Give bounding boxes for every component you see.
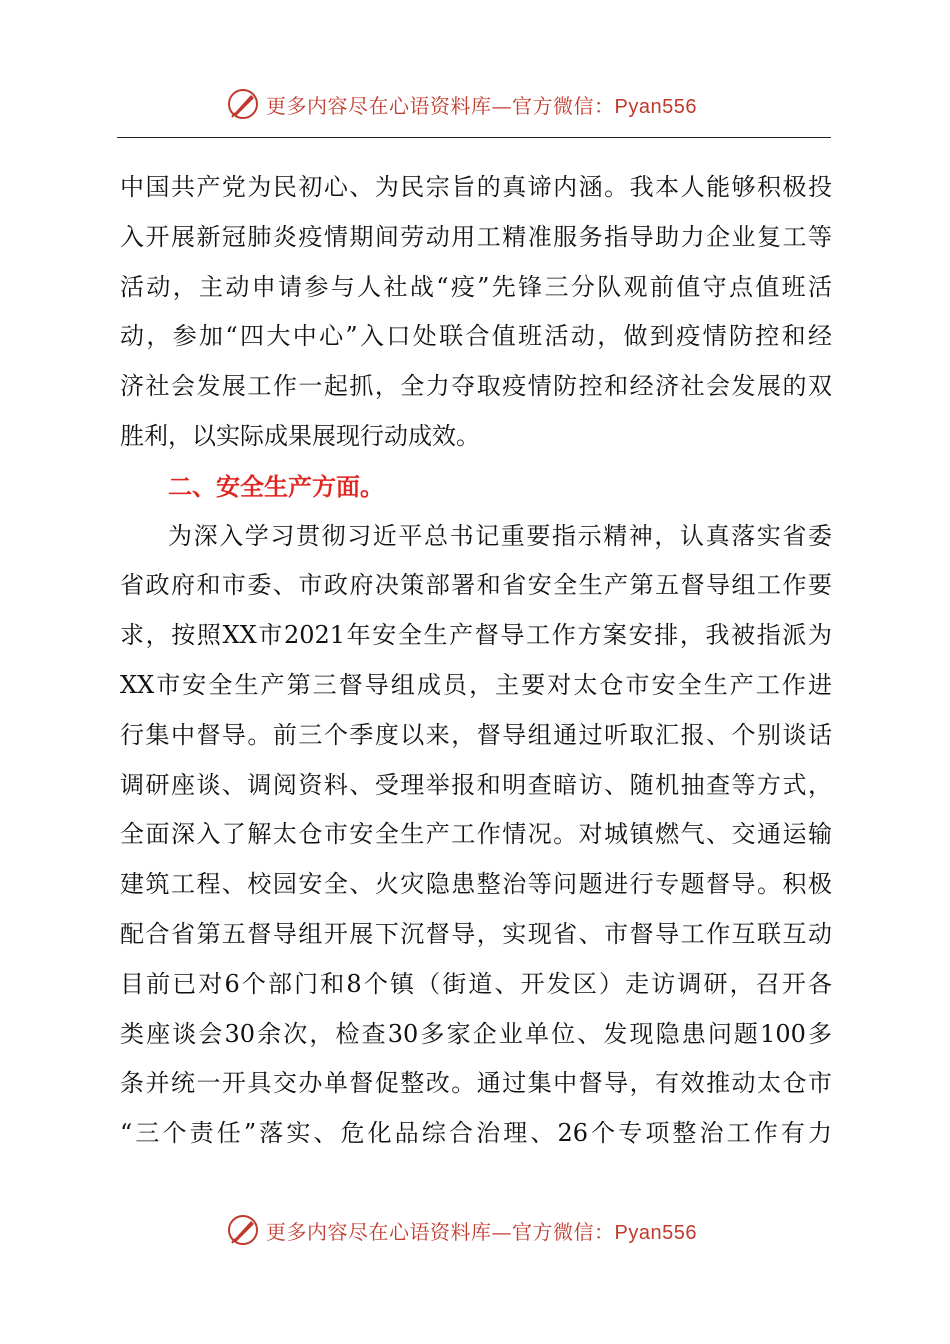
footer-banner (226, 1210, 697, 1250)
text-line: 调研座谈、调阅资料、受理举报和明查暗访、随机抽查等方式， (120, 770, 832, 799)
text-line: 省政府和市委、市政府决策部署和省安全生产第五督导组工作要 (120, 571, 832, 600)
text-line: 行集中督导。前三个季度以来，督导组通过听取汇报、个别谈话 (120, 720, 832, 749)
text-line: 入开展新冠肺炎疫情期间劳动用工精准服务指导助力企业复工等 (120, 222, 832, 251)
quill-logo-icon (226, 1213, 260, 1247)
section-heading: 二、安全生产方面。 (168, 471, 384, 501)
text-line: XX市安全生产第三督导组成员，主要对太仓市安全生产工作进 (120, 670, 832, 699)
text-line: “三个责任”落实、危化品综合治理、26个专项整治工作有力 (120, 1119, 832, 1148)
wechat-id: Pyan556 (614, 1221, 697, 1244)
banner-text: 更多内容尽在心语资料库—官方微信：Pyan556 (266, 1219, 697, 1244)
document-body (120, 163, 832, 1159)
text-line: 类座谈会30余次，检查30多家企业单位、发现隐患问题100多 (120, 1019, 832, 1048)
text-line: 济社会发展工作一起抓，全力夺取疫情防控和经济社会发展的双 (120, 372, 832, 401)
text-line: 求，按照XX市2021年安全生产督导工作方案安排，我被指派为 (120, 621, 832, 650)
header-banner (226, 84, 697, 124)
header-rule (117, 137, 831, 138)
quill-logo-icon (226, 87, 260, 121)
text-line: 配合省第五督导组开展下沉督导，实现省、市督导工作互联互动 (120, 919, 832, 948)
text-line: 全面深入了解太仓市安全生产工作情况。对城镇燃气、交通运输 (120, 820, 832, 849)
text-line: 建筑工程、校园安全、火灾隐患整治等问题进行专题督导。积极 (120, 870, 832, 899)
text-line: 目前已对6个部门和8个镇（街道、开发区）走访调研，召开各 (120, 969, 832, 998)
text-line: 为深入学习贯彻习近平总书记重要指示精神，认真落实省委 (168, 521, 832, 550)
text-line: 条并统一开具交办单督促整改。通过集中督导，有效推动太仓市 (120, 1069, 832, 1098)
text-line: 中国共产党为民初心、为民宗旨的真谛内涵。我本人能够积极投 (120, 173, 832, 201)
text-line: 胜利，以实际成果展现行动成效。 (120, 421, 480, 450)
text-line: 动，参加“四大中心”入口处联合值班活动，做到疫情防控和经 (120, 322, 832, 351)
text-line: 活动，主动申请参与人社战“疫”先锋三分队观前值守点值班活 (120, 272, 832, 301)
banner-text: 更多内容尽在心语资料库—官方微信：Pyan556 (266, 93, 697, 118)
wechat-id: Pyan556 (614, 95, 697, 118)
